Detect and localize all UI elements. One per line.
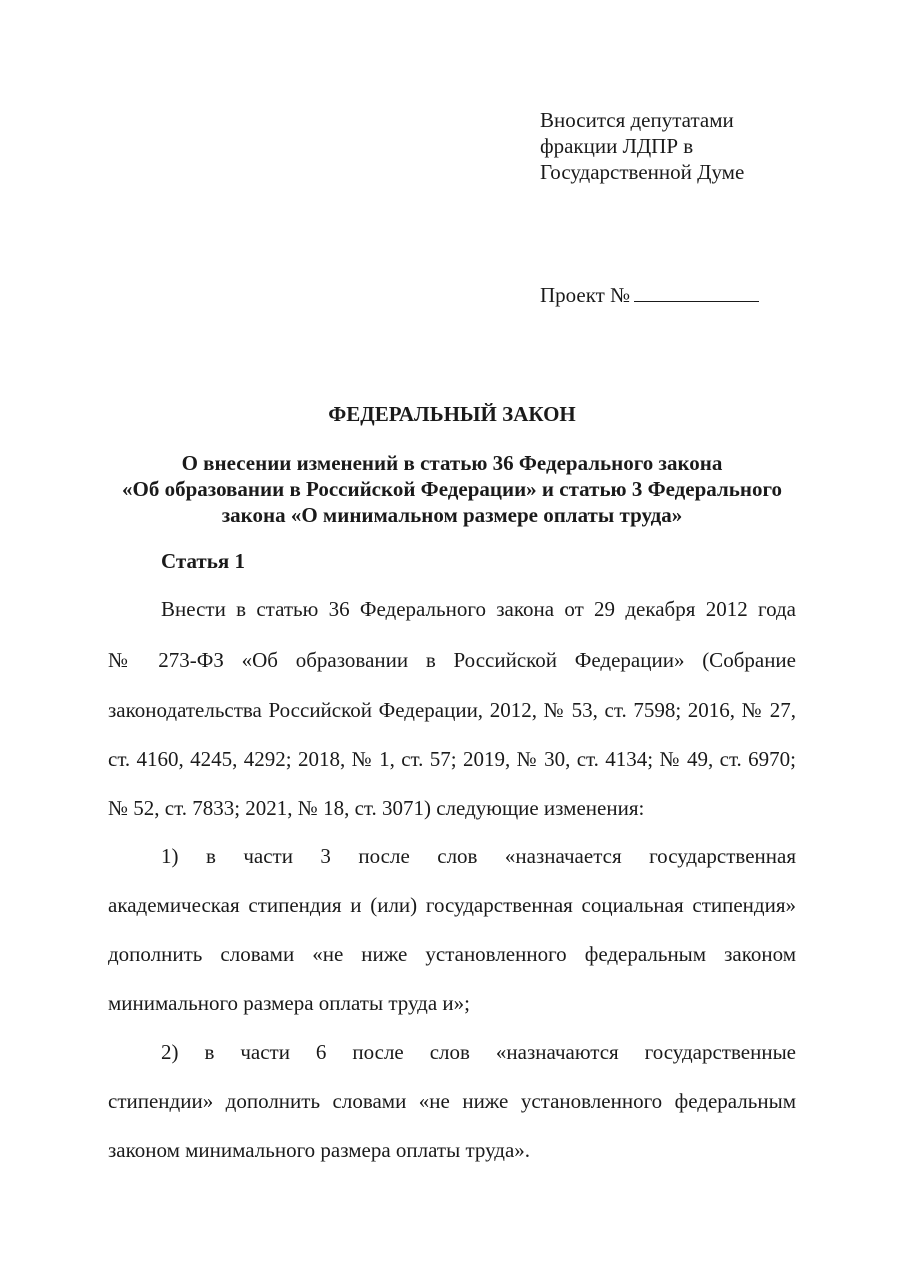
- law-title-line: закона «О минимальном размере оплаты труда»: [221, 503, 683, 527]
- item2-line: законом минимального размера оплаты труда».: [108, 1138, 531, 1162]
- item1-line: дополнить словами «не ниже установленного федеральным законом: [108, 942, 796, 966]
- article-intro-line: Внести в статью 36 Федерального закона от 29 декабря 2012 года: [161, 597, 796, 621]
- item1-line: минимального размера оплаты труда и»;: [108, 991, 470, 1015]
- article-intro-line: ст. 4160, 4245, 4292; 2018, № 1, ст. 57; 2019, № 30, ст. 4134; № 49, ст. 6970;: [108, 747, 796, 771]
- law-title-line: «Об образовании в Российской Федерации» и статью 3 Федерального: [122, 477, 782, 501]
- project-label: Проект №: [540, 283, 631, 307]
- introduced-by-line: Вносится депутатами: [540, 108, 734, 132]
- introduced-by-line: Государственной Думе: [540, 160, 745, 184]
- item1-line: академическая стипендия и (или) государственная социальная стипендия»: [108, 893, 796, 917]
- article-intro-line: № 273-ФЗ «Об образовании в Российской Федерации» (Собрание: [108, 648, 796, 672]
- introduced-by-block: [540, 107, 744, 185]
- article-intro-line: законодательства Российской Федерации, 2012, № 53, ст. 7598; 2016, № 27,: [108, 698, 796, 722]
- law-title-line: О внесении изменений в статью 36 Федерального закона: [181, 451, 723, 475]
- item2-line: стипендии» дополнить словами «не ниже установленного федеральным: [108, 1089, 796, 1113]
- law-title: [0, 450, 904, 528]
- introduced-by-line: фракции ЛДПР в: [540, 134, 694, 158]
- project-number-line: [540, 282, 759, 308]
- law-type-heading: ФЕДЕРАЛЬНЫЙ ЗАКОН: [328, 402, 576, 426]
- item2-line: 2) в части 6 после слов «назначаются государственные: [161, 1040, 796, 1064]
- article-intro-line: № 52, ст. 7833; 2021, № 18, ст. 3071) следующие изменения:: [108, 796, 645, 820]
- project-number-blank: [634, 283, 759, 302]
- item1-line: 1) в части 3 после слов «назначается государственная: [161, 844, 796, 868]
- article-heading: Статья 1: [161, 549, 245, 573]
